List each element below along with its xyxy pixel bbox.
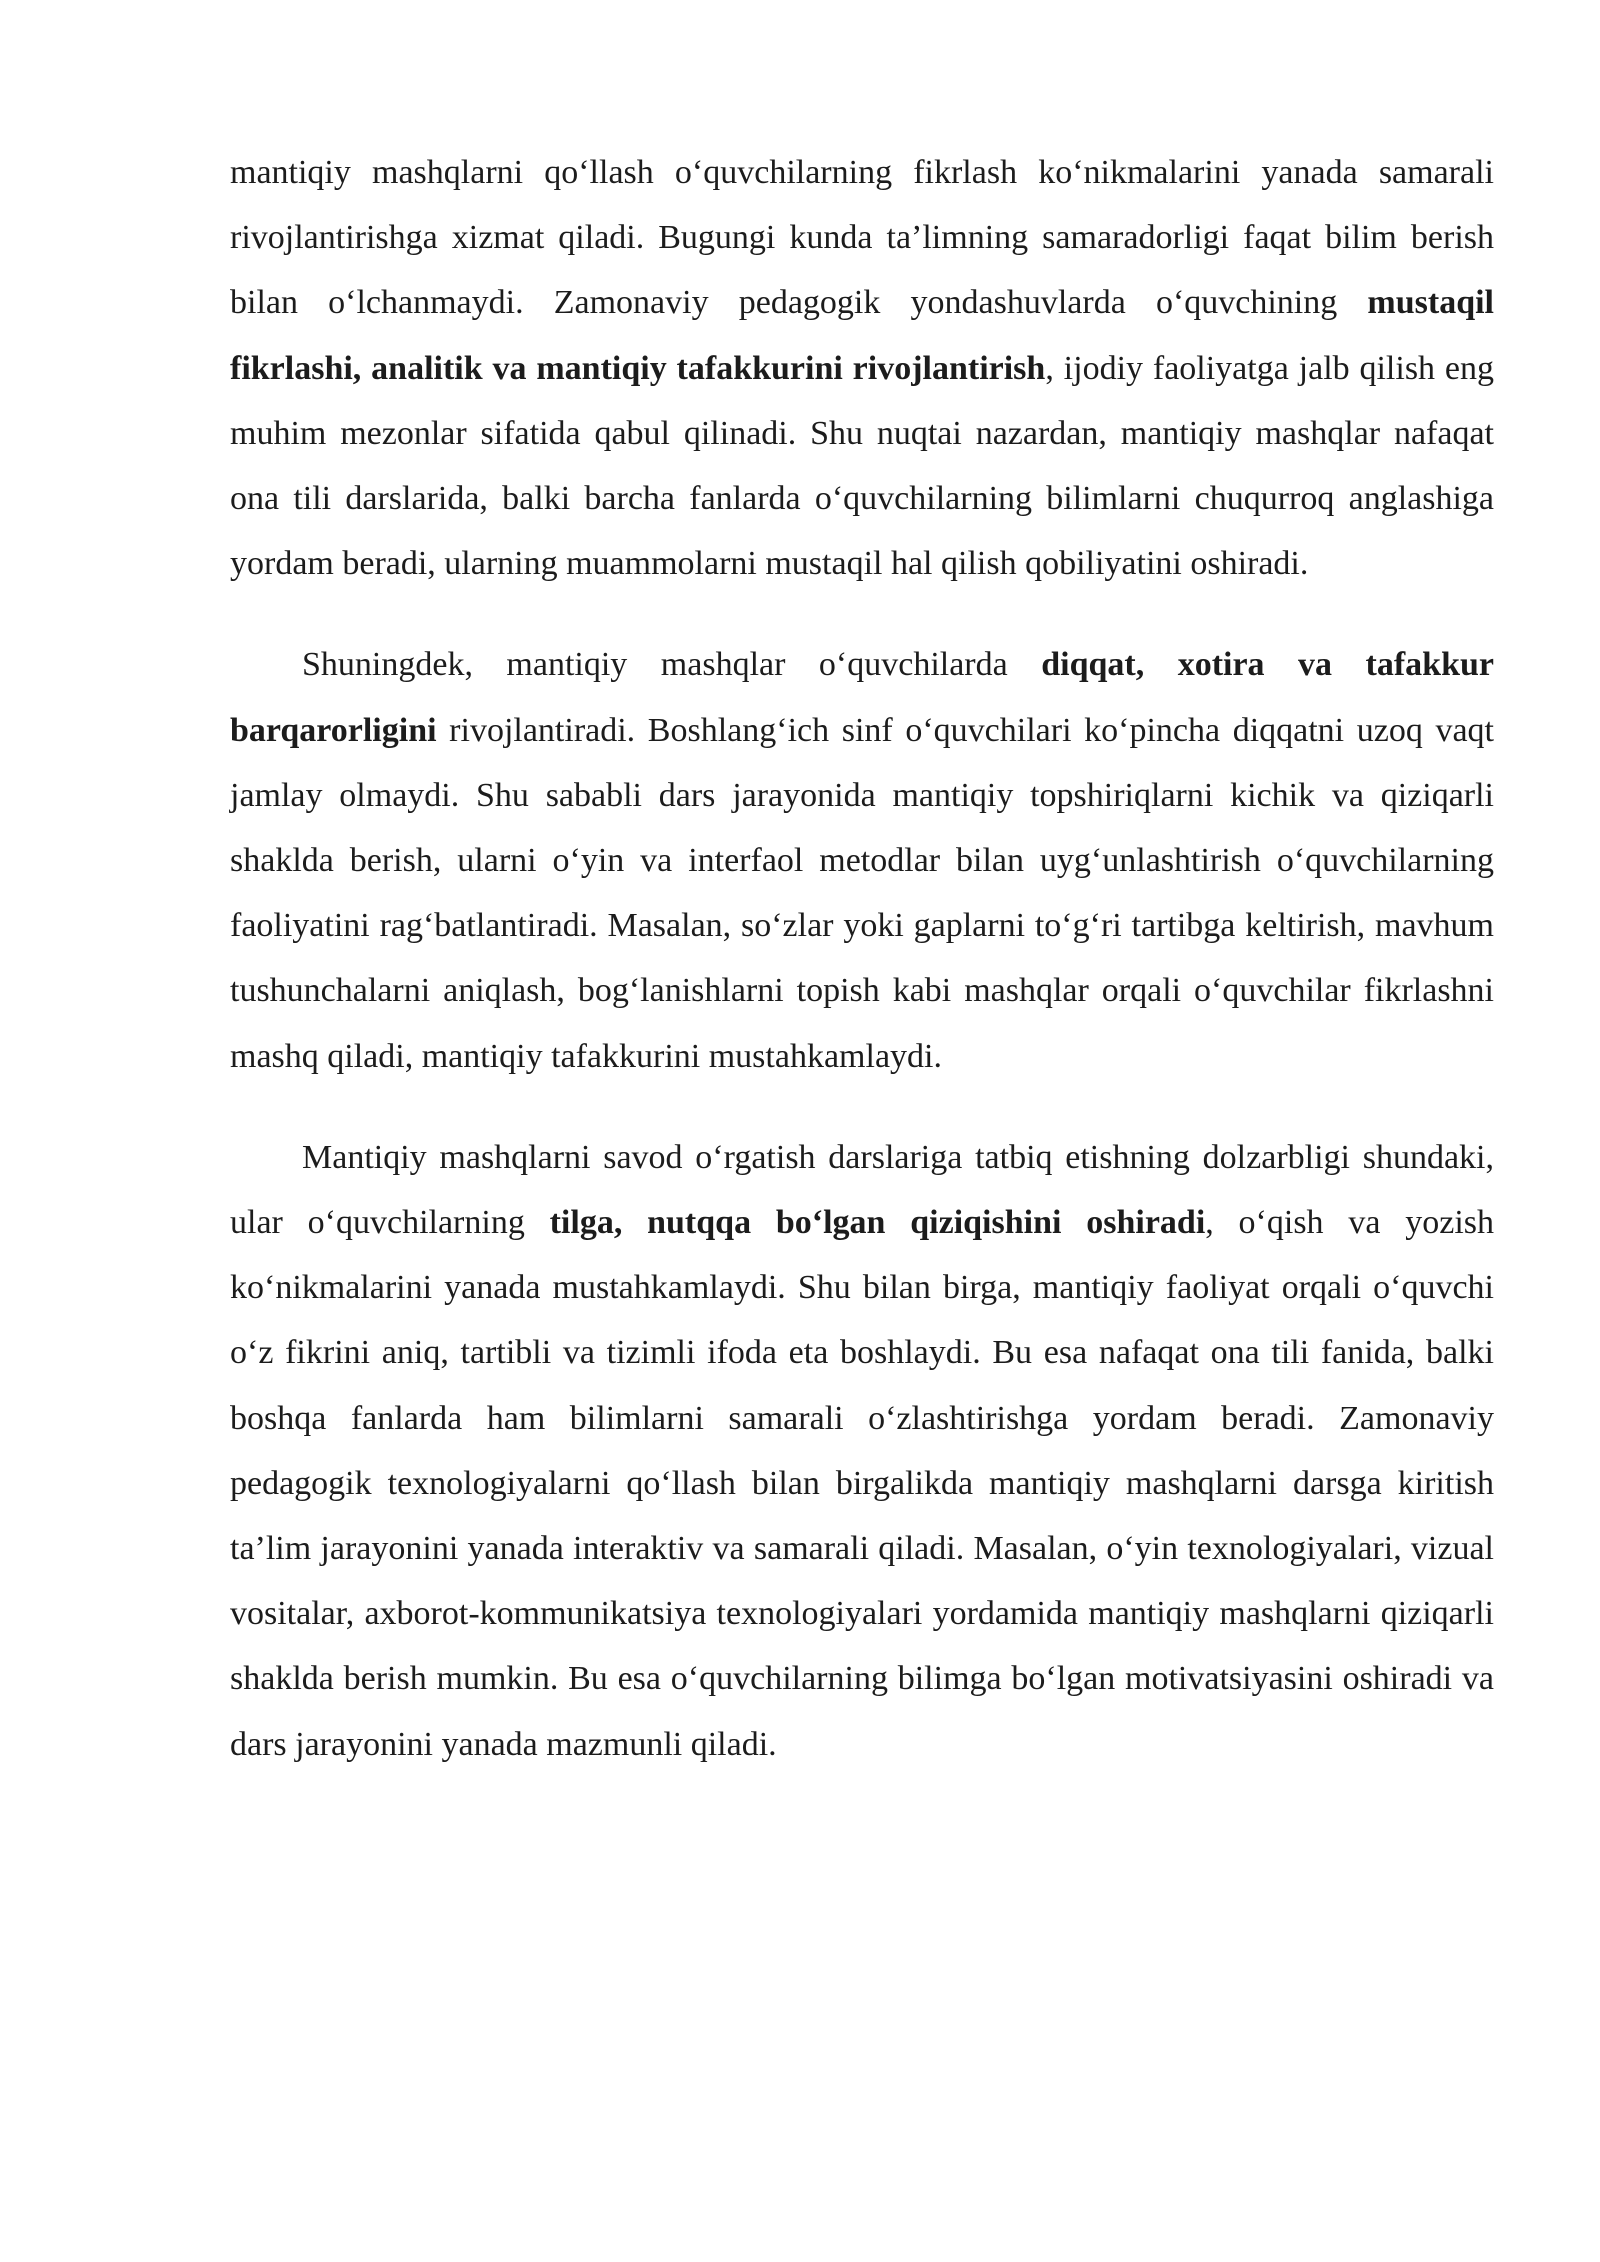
paragraph-text: , ijodiy faoliyatga jalb qilish eng muhim mezonlar sifatida qabul qilinadi. Shu nuqtai nazardan, mantiqiy mashqlar nafaqat ona tili darslarida, balki barcha fanlarda o‘quvchilarning bilimlarni chuqurroq anglashiga yordam beradi, ularning muammolarni mustaqil hal qilish qobiliyatini oshiradi.	[230, 349, 1495, 583]
bold-phrase: mustaqil fikrlashi, analitik va mantiqiy tafakkurini rivojlantirish	[230, 284, 1494, 387]
paragraph-text: rivojlantiradi. Boshlang‘ich sinf o‘quvchilari ko‘pincha diqqatni uzoq vaqt jamlay olmaydi. Shu sababli dars jarayonida mantiqiy topshiriqlarni kichik va qiziqarli shaklda berish, ularni o‘yin va interfaol metodlar bilan uyg‘unlashtirish o‘quvchilarning faoliyatini rag‘batlantiradi. Masalan, so‘zlar yoki gaplarni to‘g‘ri tartibga keltirish, mavhum tushunchalarni aniqlash, bog‘lanishlarni topish kabi mashqlar orqali o‘quvchilar fikrlashni mashq qiladi, mantiqiy tafakkurini mustahkamlaydi.	[230, 711, 1494, 1075]
paragraph-text: , o‘qish va yozish ko‘nikmalarini yanada mustahkamlaydi. Shu bilan birga, mantiqiy faoliyat orqali o‘quvchi o‘z fikrini aniq, tartibli va tizimli ifoda eta boshlaydi. Bu esa nafaqat ona tili fanida, balki boshqa fanlarda ham bilimlarni samarali o‘zlashtirishga yordam beradi. Zamonaviy pedagogik texnologiyalarni qo‘llash bilan birgalikda mantiqiy mashqlarni darsga kiritish ta’lim jarayonini yanada interaktiv va samarali qiladi. Masalan, o‘yin texnologiyalari, vizual vositalar, axborot-kommunikatsiya texnologiyalari yordamida mantiqiy mashqlarni qiziqarli shaklda berish mumkin. Bu esa o‘quvchilarning bilimga bo‘lgan motivatsiyasini oshiradi va dars jarayonini yanada mazmunli qiladi.	[230, 1204, 1495, 1763]
paragraph-text: Shuningdek, mantiqiy mashqlar o‘quvchilarda	[302, 646, 1042, 684]
bold-phrase: diqqat, xotira va tafakkur barqarorligini	[230, 646, 1494, 749]
bold-phrase: tilga, nutqqa bo‘lgan qiziqishini oshiradi	[549, 1204, 1206, 1242]
paragraph-2	[230, 632, 1494, 1088]
paragraph-3	[230, 1125, 1494, 1777]
document-page	[230, 140, 1494, 1777]
paragraph-1	[230, 140, 1494, 596]
paragraph-text: mantiqiy mashqlarni qo‘llash o‘quvchilarning fikrlash ko‘nikmalarini yanada samarali rivojlantirishga xizmat qiladi. Bugungi kunda ta’limning samaradorligi faqat bilim berish bilan o‘lchanmaydi. Zamonaviy pedagogik yondashuvlarda o‘quvchining	[230, 154, 1494, 322]
paragraph-text: Mantiqiy mashqlarni savod o‘rgatish darslariga tatbiq etishning dolzarbligi shundaki, ular o‘quvchilarning	[230, 1138, 1494, 1242]
